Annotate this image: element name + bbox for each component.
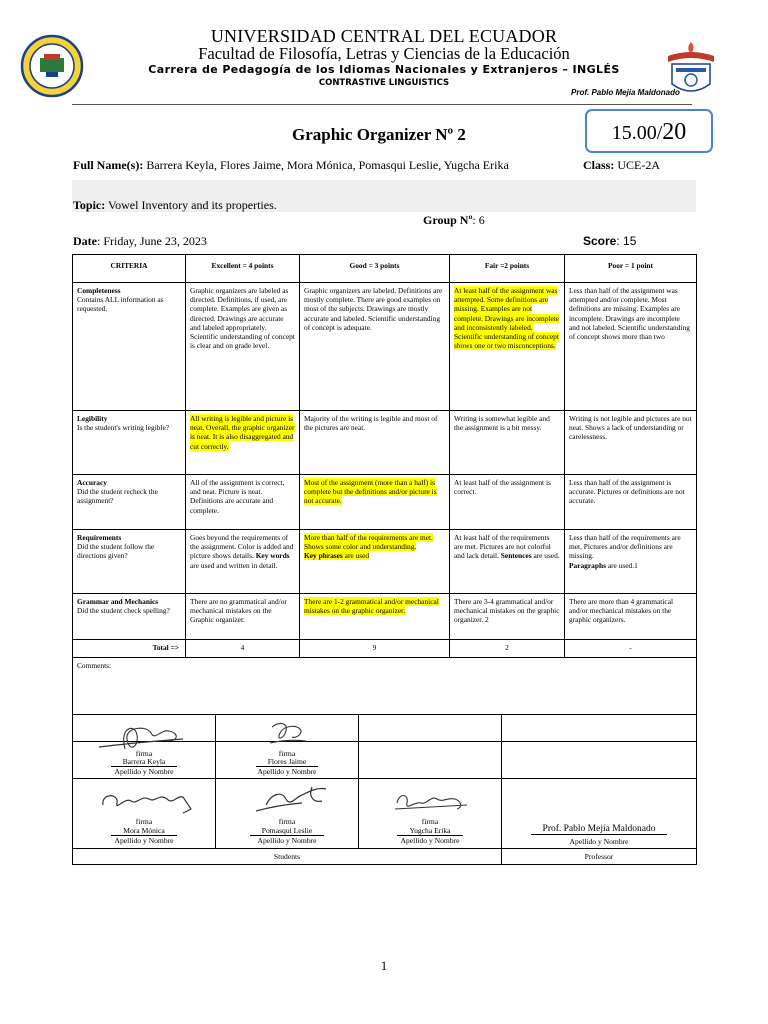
student-name: Flores Jaime [256,757,319,767]
group-value: : 6 [472,213,485,227]
firma-label: firma [421,817,439,826]
header-criteria: CRITERIA [73,255,186,283]
role-label: Apellido y Nombre [114,767,174,776]
table-row [73,530,697,594]
criteria-desc: Is the student's writing legible? [77,423,170,433]
comments-label: Comments: [77,661,112,670]
criteria-cell [73,283,186,411]
role-label: Apellido y Nombre [257,767,317,776]
names-label: Full Name(s): [73,158,144,172]
names-value: Barrera Keyla, Flores Jaime, Mora Mónica, Pomasqui Leslie, Yugcha Erika [143,158,509,172]
professor-name: Prof. Pablo Mejía Maldonado [531,825,668,835]
professor-label: Professor [502,849,697,865]
cell-text: are used. [531,551,560,561]
total-poor: - [565,640,697,658]
header-fair: Fair =2 points [450,255,565,283]
score-label: Score [583,234,617,248]
header-good: Good = 3 points [300,255,450,283]
header-excellent: Excellent = 4 points [186,255,300,283]
criteria-title: Completeness [77,286,121,295]
total-excellent: 4 [186,640,300,658]
rubric-cell: There are 3-4 grammatical and/or mechanical mistakes on the graphic organizer. 2 [450,594,565,640]
student-name: Pomasqui Leslie [250,826,324,836]
student-name: Mora Mónica [111,826,177,836]
rubric-cell-selected [300,475,450,530]
criteria-title: Legibility [77,414,108,423]
highlighted-text: Most of the assignment (more than a half) is complete but the definitions and/or picture is not accurate. [304,478,437,506]
score-total: 20 [662,119,687,145]
rubric-cell-selected [186,411,300,475]
signature-cell [73,715,216,779]
signature-cell [359,779,502,849]
class-value: UCE-2A [614,158,661,172]
rubric-cell: At least half of the assignment is correct. [450,475,565,530]
group-label: Group Nº [423,213,473,227]
firma-label: firma [278,749,296,758]
signature-cell [216,779,359,849]
class-info [583,158,660,173]
cell-text: are used.1 [605,560,638,570]
signature-row [73,715,697,779]
rubric-cell-selected [300,530,450,594]
rubric-table [72,254,697,742]
highlighted-text: There are 1-2 grammatical and/or mechanical mistakes on the graphic organizer. [304,597,439,616]
professor-signature-cell [502,779,697,849]
rubric-cell: Writing is not legible and pictures are not neat. Shows a lack of understanding or carelessness. [565,411,697,475]
rubric-cell: There are no grammatical and/or mechanical mistakes on the Graphic organizer. [186,594,300,640]
rubric-cell: Graphic organizers are labeled as directed. Definitions, if used, are complete. Examples are given as directed. Drawings are accurate and labeled appropriately. Scientific understanding of concept is clear and on grade level. [186,283,300,411]
signature-cell [73,779,216,849]
signature-cell [216,715,359,779]
group-number [423,213,485,228]
date-value: : Friday, June 23, 2023 [97,234,207,248]
firma-label: firma [135,817,153,826]
criteria-cell [73,475,186,530]
rubric-cell: All of the assignment is correct, and neat. Picture is neat. Definitions are accurate and complete. [186,475,300,530]
criteria-cell [73,530,186,594]
criteria-desc: Did the student check spelling? [77,606,170,616]
class-label: Class: [583,158,615,172]
score-line-value: : 15 [616,234,637,248]
cell-text: are used and written in detail. [190,560,278,570]
student-name: Barrera Keyla [111,757,178,767]
score-line [583,234,636,248]
rubric-cell: Less than half of the assignment is accurate. Pictures or definitions are not accurate. [565,475,697,530]
signature-footer-row [73,849,697,865]
cell-bold-text: Key words [255,551,290,561]
signature-image [252,783,336,817]
rubric-cell: There are more than 4 grammatical and/or mechanical mistakes on the graphic organizers. [565,594,697,640]
highlighted-text: are used [342,551,370,561]
signature-row [73,779,697,849]
criteria-title: Requirements [77,533,122,542]
criteria-cell [73,594,186,640]
highlighted-text: At least half of the assignment was attempted. Some definitions are missing. Examples are not complete. Drawings are incomplete and inconsistently labeled. Scientific understanding of concept shows one or two misconceptions. [454,286,560,351]
criteria-desc: Did the student recheck the assignment? [77,487,158,506]
topic-label: Topic: [73,198,106,212]
total-row [73,640,697,658]
student-name: Yugcha Erika [397,826,462,836]
criteria-desc: Contains ALL information as requested. [77,295,164,314]
signatures-table [72,714,697,865]
cell-text: Less than half of the requirements are met. Pictures and/or definitions are missing. [569,533,681,561]
header-poor: Poor = 1 point [565,255,697,283]
cell-text: Goes beyond the requirements of the assignment. Color is added and picture shows details. [190,533,294,561]
criteria-desc: Did the student follow the directions given? [77,542,155,561]
firma-label: firma [278,817,296,826]
role-label: Apellido y Nombre [400,836,460,845]
role-label: Apellido y Nombre [257,836,317,845]
full-names [73,158,509,173]
role-label: Apellido y Nombre [114,836,174,845]
role-label: Apellido y Nombre [569,837,629,846]
firma-label: firma [135,749,153,758]
rubric-cell: Graphic organizers are labeled. Definitions are mostly complete. There are good examples on most of the subjects. Drawings are mostly accurate and labeled. Scientific understanding of concept is adequate. [300,283,450,411]
date-label: Date [73,234,97,248]
score-value: 15.00/ [611,122,663,144]
rubric-cell: Less than half of the assignment was attempted and/or complete. Most definitions are missing. Examples are incomplete. Drawings are incomplete and not labeled. Scientific understanding of concept shows more than two [565,283,697,411]
total-good: 9 [300,640,450,658]
course-name: CONTRASTIVE LINGUISTICS [318,78,450,88]
students-label: Students [73,849,502,865]
signature-image [97,787,197,817]
highlighted-bold-text: Key phrases [304,551,343,561]
faculty-name: Facultad de Filosofía, Letras y Ciencias de la Educación [198,44,570,63]
criteria-title: Accuracy [77,478,107,487]
page-number: 1 [380,958,388,973]
date [73,234,207,249]
empty-signature-cell [359,715,502,779]
criteria-title: Grammar and Mechanics [77,597,159,606]
document-title: Graphic Organizer Nº 2 [292,125,466,144]
header-professor: Prof. Pablo Mejía Maldonado [571,88,680,97]
signature-image [391,789,471,815]
header-divider [72,104,692,105]
rubric-cell: Majority of the writing is legible and most of the pictures are neat. [300,411,450,475]
table-row [73,594,697,640]
signature-image [266,717,310,749]
highlighted-text: More than half of the requirements are met. Shows some color and understanding. [304,533,433,552]
empty-signature-cell [502,715,697,779]
table-row [73,475,697,530]
rubric-cell-selected [300,594,450,640]
total-label: Total => [73,640,186,658]
university-name: UNIVERSIDAD CENTRAL DEL ECUADOR [210,26,558,46]
rubric-cell-selected [450,283,565,411]
topic-value: Vowel Inventory and its properties. [105,198,277,212]
career-name: Carrera de Pedagogía de los Idiomas Nacionales y Extranjeros – INGLÉS [148,63,620,76]
rubric-cell [450,530,565,594]
table-row [73,411,697,475]
score-box [585,109,713,153]
cell-bold-text: Paragraphs [569,560,606,570]
table-row [73,283,697,411]
cell-bold-text: Sentences [500,551,532,561]
criteria-cell [73,411,186,475]
rubric-header-row [73,255,697,283]
rubric-cell [565,530,697,594]
topic [73,198,277,213]
rubric-cell [186,530,300,594]
total-fair: 2 [450,640,565,658]
rubric-cell: Writing is somewhat legible and the assignment is a bit messy. [450,411,565,475]
cell-text: At least half of the requirements are met. Pictures are not colorful and lack detail. [454,533,551,561]
highlighted-text: All writing is legible and picture is neat. Overall, the graphic organizer is neat. It is also disaggregated and cut correctly. [190,414,295,451]
